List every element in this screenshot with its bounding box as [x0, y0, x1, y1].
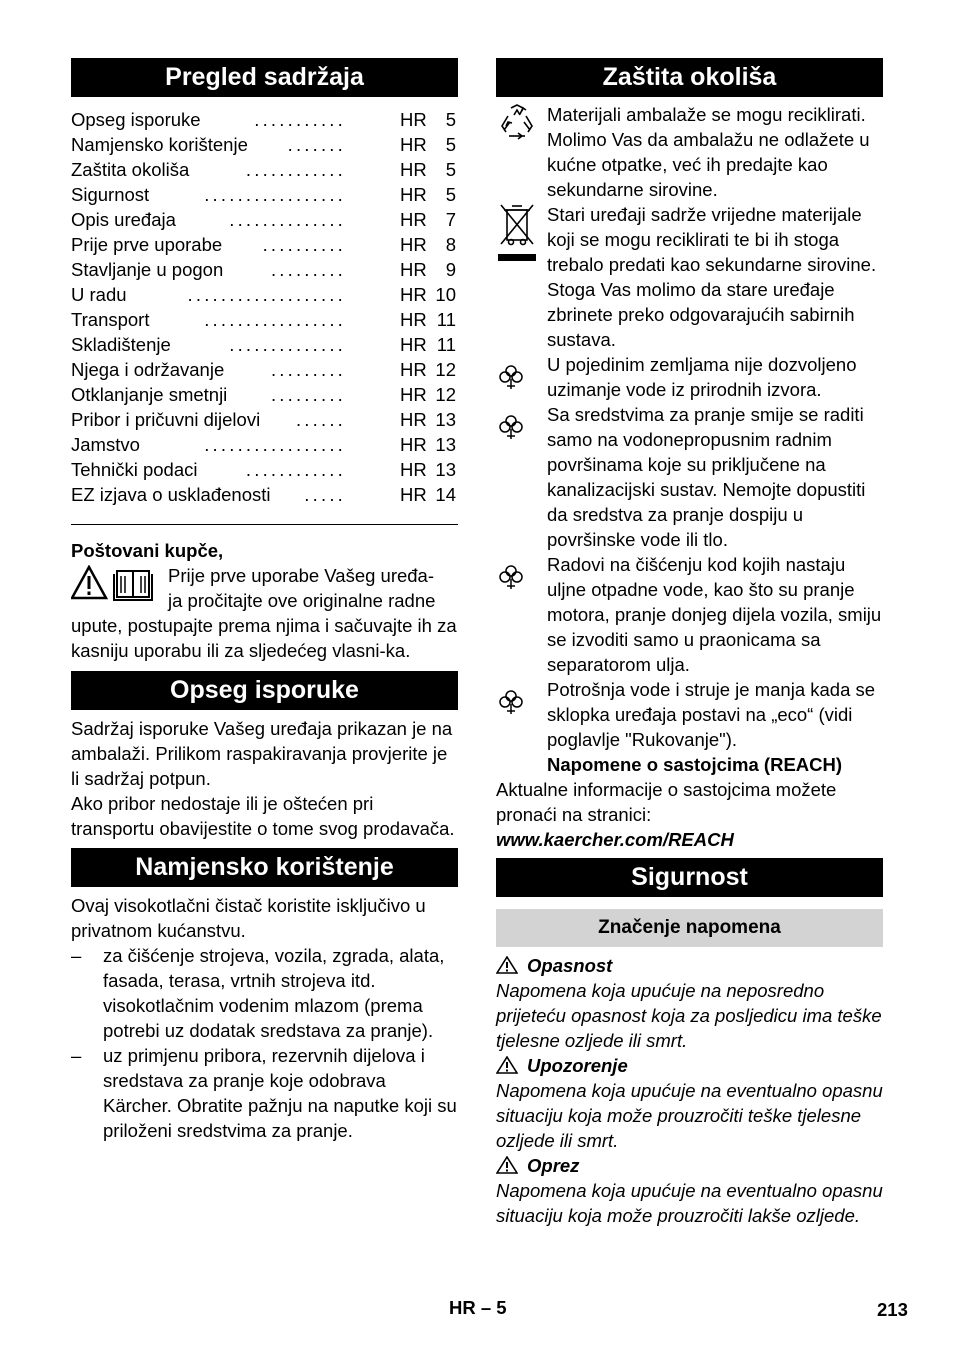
warning-icon — [496, 1055, 527, 1076]
toc-entry-prefix: HR — [400, 134, 427, 155]
intro-line-2: ja pročitajte ove originalne radne — [168, 590, 436, 611]
note-label-text: Upozorenje — [527, 1055, 628, 1076]
note-label-text: Opasnost — [527, 955, 613, 976]
toc-entry[interactable] — [71, 132, 458, 157]
toc-entry-page: 9 — [445, 259, 456, 280]
toc-entry-title: U radu — [71, 284, 127, 305]
toc-entry-dots: .............. — [229, 209, 346, 230]
toc-entry-dots: ................... — [187, 284, 346, 305]
toc-entry-dots: ......... — [270, 384, 346, 405]
toc-entry-prefix: HR — [400, 184, 427, 205]
environment-item-text: U pojedinim zemljama nije dozvoljeno uzimanje vode iz prirodnih izvora. — [547, 354, 857, 400]
toc-entry[interactable] — [71, 482, 458, 507]
reach-text: Aktualne informacije o sastojcima možete pronaći na stranici: — [496, 779, 837, 825]
toc-entry-title: Jamstvo — [71, 434, 140, 455]
toc-entry-prefix: HR — [400, 284, 427, 305]
toc-entry-dots: .............. — [229, 334, 346, 355]
warning-manual-icon — [71, 565, 161, 601]
toc-entry-dots: ........... — [254, 109, 346, 130]
toc-entry-page: 13 — [435, 459, 456, 480]
toc-entry-prefix: HR — [400, 109, 427, 130]
toc-entry-page: 5 — [445, 159, 456, 180]
crossed-bin-icon — [496, 202, 547, 352]
note-label — [496, 1153, 883, 1178]
toc-entry-page: 13 — [435, 434, 456, 455]
toc-entry-prefix: HR — [400, 159, 427, 180]
environment-heading: Zaštita okoliša — [496, 58, 883, 97]
warning-icon — [496, 955, 527, 976]
reach-link[interactable]: www.kaercher.com/REACH — [496, 829, 734, 850]
toc-entry-title: Pribor i pričuvni dijelovi — [71, 409, 261, 430]
toc-entry-dots: ................. — [204, 309, 346, 330]
toc-entry-dots: ......... — [270, 259, 346, 280]
toc-entry-prefix: HR — [400, 259, 427, 280]
toc-entry-title: Opseg isporuke — [71, 109, 201, 130]
toc-entry[interactable] — [71, 307, 458, 332]
toc-entry-prefix: HR — [400, 309, 427, 330]
use-text: Ovaj visokotlačni čistač koristite isključivo u privatnom kućanstvu. — [71, 895, 426, 941]
toc-entry-page: 11 — [436, 309, 456, 330]
toc-entry-page: 10 — [435, 284, 456, 305]
environment-item — [496, 677, 883, 752]
list-item: – za čišćenje strojeva, vozila, zgrada, alata, fasada, terasa, vrtnih strojeva itd. visokotlačnim vodenim mlazom (prema potrebi uz dodatak sredstava za pranje). — [71, 945, 445, 1041]
toc-entry-dots: ......... — [270, 359, 346, 380]
reach-heading: Napomene o sastojcima (REACH) — [547, 754, 843, 775]
environment-item — [496, 102, 883, 202]
environment-list — [496, 102, 883, 752]
scope-text-2: Ako pribor nedostaje ili je oštećen pri transportu obavijestite o tome svog prodavača. — [71, 793, 455, 839]
environment-icon — [496, 352, 547, 402]
notes-heading: Značenje napomena — [496, 909, 883, 947]
toc-entry-dots: ................. — [204, 184, 346, 205]
note-text: Napomena koja upućuje na neposredno prijeteću opasnost koja za posljedicu ima teške tjelesne ozljede ili smrt. — [496, 980, 882, 1051]
toc-entry[interactable] — [71, 457, 458, 482]
toc-entry-page: 5 — [445, 134, 456, 155]
page-number: 213 — [877, 1299, 908, 1320]
table-of-contents — [71, 107, 458, 507]
scope-text: Sadržaj isporuke Vašeg uređaja prikazan je na ambalaži. Prilikom raspakiravanja provjerite je li sadržaj potpun. — [71, 718, 453, 789]
toc-entry-dots: ...... — [295, 409, 346, 430]
toc-entry[interactable] — [71, 432, 458, 457]
note-label — [496, 953, 883, 978]
warning-manual-icons — [71, 563, 168, 613]
note-label-text: Oprez — [527, 1155, 580, 1176]
intro-line-1: Prije prve uporabe Vašeg uređa- — [168, 565, 435, 586]
toc-entry[interactable] — [71, 257, 458, 282]
toc-entry[interactable] — [71, 332, 458, 357]
use-heading: Namjensko korištenje — [71, 848, 458, 887]
toc-entry-page: 8 — [445, 234, 456, 255]
toc-entry-title: Opis uređaja — [71, 209, 176, 230]
toc-entry-page: 12 — [435, 359, 456, 380]
toc-entry-prefix: HR — [400, 359, 427, 380]
note-item — [496, 953, 883, 1053]
toc-entry-title: Njega i održavanje — [71, 359, 225, 380]
toc-entry-page: 12 — [435, 384, 456, 405]
toc-entry[interactable] — [71, 157, 458, 182]
environment-item — [496, 202, 883, 352]
toc-entry[interactable] — [71, 407, 458, 432]
note-item — [496, 1153, 883, 1228]
intro-block — [71, 563, 458, 663]
toc-entry[interactable] — [71, 207, 458, 232]
list-item: – uz primjenu pribora, rezervnih dijelova i sredstava za pranje koje odobrava Kärcher. Obratite pažnju na naputke koji su priloženi sredstvima za pranje. — [71, 1045, 457, 1141]
toc-entry-dots: ................. — [204, 434, 346, 455]
toc-entry-dots: ............ — [245, 459, 346, 480]
environment-item-text: Stari uređaji sadrže vrijedne materijale koji se mogu reciklirati te bi ih stoga trebalo predati kao sekundarne sirovine. Stoga Vas molimo da stare uređaje zbrinete preko odgovarajućih sabirnih sustava. — [547, 204, 877, 350]
greeting: Poštovani kupče, — [71, 540, 224, 561]
toc-entry-title: Skladištenje — [71, 334, 171, 355]
toc-heading: Pregled sadržaja — [71, 58, 458, 97]
note-label — [496, 1053, 883, 1078]
left-column — [71, 58, 458, 1143]
toc-entry[interactable] — [71, 182, 458, 207]
toc-entry-dots: ..... — [304, 484, 346, 505]
toc-entry-title: Transport — [71, 309, 150, 330]
toc-entry-dots: .......... — [262, 234, 346, 255]
safety-heading: Sigurnost — [496, 858, 883, 897]
toc-entry-page: 14 — [435, 484, 456, 505]
toc-entry[interactable] — [71, 282, 458, 307]
toc-entry-title: Namjensko korištenje — [71, 134, 248, 155]
toc-entry-prefix: HR — [400, 409, 427, 430]
toc-entry-prefix: HR — [400, 434, 427, 455]
note-item — [496, 1053, 883, 1153]
environment-item — [496, 352, 883, 402]
note-text: Napomena koja upućuje na eventualno opasnu situaciju koja može prouzročiti lakše ozljede. — [496, 1180, 883, 1226]
environment-icon — [496, 552, 547, 677]
toc-entry-dots: ....... — [287, 134, 346, 155]
toc-entry-title: Sigurnost — [71, 184, 150, 205]
toc-entry-prefix: HR — [400, 384, 427, 405]
toc-entry-title: EZ izjava o usklađenosti — [71, 484, 271, 505]
toc-entry[interactable] — [71, 107, 458, 132]
recycle-icon — [496, 102, 547, 202]
toc-entry-title: Prije prve uporabe — [71, 234, 223, 255]
intro-text: upute, postupajte prema njima i sačuvajte ih za kasniju uporabu ili za sljedećeg vlasni-ka. — [71, 615, 457, 661]
toc-entry-page: 13 — [435, 409, 456, 430]
environment-item-text: Materijali ambalaže se mogu reciklirati. Molimo Vas da ambalažu ne odlažete u kućne otpatke, već ih predajte kao sekundarne sirovine. — [547, 104, 870, 200]
toc-entry-title: Tehnički podaci — [71, 459, 198, 480]
toc-entry-title: Stavljanje u pogon — [71, 259, 224, 280]
toc-entry[interactable] — [71, 232, 458, 257]
notes-list — [496, 953, 883, 1228]
environment-item-text: Radovi na čišćenju kod kojih nastaju uljne otpadne vode, kao što su pranje motora, pranje donjeg dijela vozila, smiju se izvoditi samo u praonicama sa separatorom ulja. — [547, 554, 882, 675]
toc-entry-page: 5 — [445, 184, 456, 205]
toc-entry-page: 11 — [436, 334, 456, 355]
warning-icon — [496, 1155, 527, 1176]
toc-entry-prefix: HR — [400, 459, 427, 480]
toc-entry-dots: ............ — [245, 159, 346, 180]
toc-entry[interactable] — [71, 382, 458, 407]
environment-icon — [496, 677, 547, 752]
environment-icon — [496, 402, 547, 552]
toc-entry-title: Zaštita okoliša — [71, 159, 190, 180]
toc-entry-prefix: HR — [400, 334, 427, 355]
toc-entry-title: Otklanjanje smetnji — [71, 384, 228, 405]
toc-entry-prefix: HR — [400, 209, 427, 230]
toc-entry[interactable] — [71, 357, 458, 382]
scope-heading: Opseg isporuke — [71, 671, 458, 710]
environment-item — [496, 552, 883, 677]
toc-entry-prefix: HR — [400, 234, 427, 255]
environment-item-text: Potrošnja vode i struje je manja kada se sklopka uređaja postavi na „eco“ (vidi poglavlje "Rukovanje"). — [547, 679, 876, 750]
toc-entry-page: 7 — [445, 209, 456, 230]
page-label: HR – 5 — [449, 1297, 507, 1318]
environment-item — [496, 402, 883, 552]
toc-entry-prefix: HR — [400, 484, 427, 505]
toc-divider — [71, 524, 458, 525]
environment-item-text: Sa sredstvima za pranje smije se raditi samo na vodonepropusnim radnim površinama koje su priključene na kanalizacijski sustav. Nemojte dopustiti da sredstva za pranje dospiju u površinske vode ili tlo. — [547, 404, 866, 550]
note-text: Napomena koja upućuje na eventualno opasnu situaciju koja može prouzročiti teške tjelesne ozljede ili smrt. — [496, 1080, 883, 1151]
right-column — [496, 58, 883, 1228]
toc-entry-page: 5 — [445, 109, 456, 130]
